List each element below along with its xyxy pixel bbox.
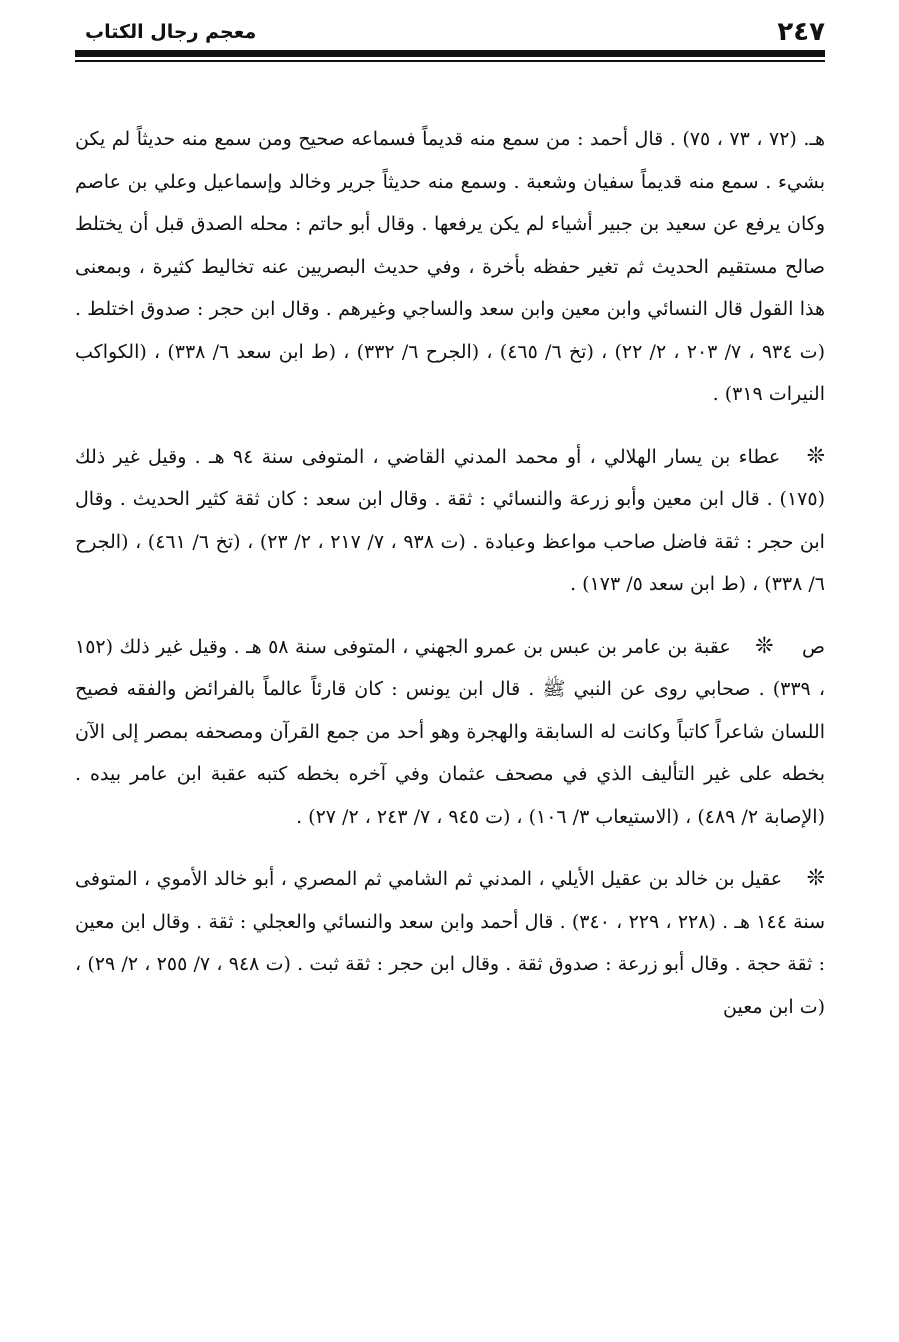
running-title: معجم رجال الكتاب [85,21,257,43]
paragraph-continuation [75,118,825,416]
page-header [75,16,825,48]
sahih-marker: ص [802,635,826,658]
header-rule-thin [75,60,825,62]
entry-uqba-ibn-amir [75,626,825,839]
page-number: ٢٤٧ [777,17,825,47]
page-body [75,118,825,1028]
paragraph-text: عقيل بن خالد بن عقيل الأيلي ، المدني ثم الشامي ثم المصري ، أبو خالد الأموي ، المتوفى سنة ١٤٤ هـ . (٢٢٨ ، ٢٢٩ ، ٣٤٠) . قال أحمد وابن سعد والنسائي والعجلي : ثقة . وقال ابن معين : ثقة حجة . وقال أبو زرعة : صدوق ثقة . وقال ابن حجر : ثقة ثبت . (ت ٩٤٨ ، ٧/ ٢٥٥ ، ٢/ ٢٩) ، (ت ابن معين [75,868,826,1018]
paragraph-text: عقبة بن عامر بن عبس بن عمرو الجهني ، المتوفى سنة ٥٨ هـ . وقيل غير ذلك (١٥٢ ، ٣٣٩) . صحابي روى عن النبي ﷺ . قال ابن يونس : كان قارئاً عالماً بالفرائض والفقه فصيح اللسان شاعراً كاتباً وكانت له السابقة والهجرة وهو أحد من جمع القرآن ومصحفه بمصر إلى الآن بخطه على غير التأليف الذي في مصحف عثمان وفي آخره بخطه كتبه عقبة ابن عامر بيده . (الإصابة ٢/ ٤٨٩) ، (الاستيعاب ٣/ ١٠٦) ، (ت ٩٤٥ ، ٧/ ٢٤٣ ، ٢/ ٢٧) . [75,635,825,828]
star-ornament-icon: ❊ [755,633,774,659]
star-ornament-icon: ❊ [806,443,825,469]
header-rule-thick [75,50,825,57]
star-ornament-icon: ❊ [806,866,826,891]
entry-uqayl-ibn-khalid [75,858,825,1028]
paragraph-text: عطاء بن يسار الهلالي ، أو محمد المدني القاضي ، المتوفى سنة ٩٤ هـ . وقيل غير ذلك (١٧٥) . قال ابن معين وأبو زرعة والنسائي : ثقة . وقال ابن سعد : كان ثقة كثير الحديث . وقال ابن حجر : ثقة فاضل صاحب مواعظ وعبادة . (ت ٩٣٨ ، ٧/ ٢١٧ ، ٢/ ٢٣) ، (تخ ٦/ ٤٦١) ، (الجرح ٦/ ٣٣٨) ، (ط ابن سعد ٥/ ١٧٣) . [75,445,825,595]
paragraph-text: هـ. (٧٢ ، ٧٣ ، ٧٥) . قال أحمد : من سمع منه قديماً فسماعه صحيح ومن سمع منه حديثاً لم يكن بشيء . سمع منه قديماً سفيان وشعبة . وسمع منه حديثاً جرير وخالد وإسماعيل وعلي بن عاصم وكان يرفع عن سعيد بن جبير أشياء لم يكن يرفعها . وقال أبو حاتم : محله الصدق قبل أن يختلط صالح مستقيم الحديث ثم تغير حفظه بأخرة ، وفي حديث البصريين عنه تخاليط كثيرة ، وبمعنى هذا القول قال النسائي وابن معين وابن سعد والساجي وغيرهم . وقال ابن حجر : صدوق اختلط . (ت ٩٣٤ ، ٧/ ٢٠٣ ، ٢/ ٢٢) ، (تخ ٦/ ٤٦٥) ، (الجرح ٦/ ٣٣٢) ، (ط ابن سعد ٦/ ٣٣٨) ، (الكواكب النيرات ٣١٩) . [75,128,825,405]
entry-ata-ibn-yasar [75,436,825,606]
